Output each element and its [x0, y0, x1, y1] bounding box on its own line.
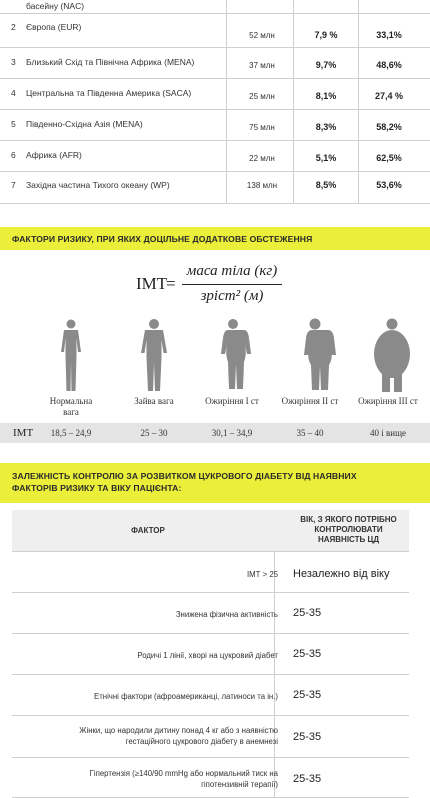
bmi-category-label: Ожиріння ІІ ст [281, 396, 339, 406]
table-header [12, 510, 409, 552]
bmi-range-strip [0, 423, 430, 443]
population-value: 37 млн [249, 61, 275, 70]
row-number: 3 [11, 57, 16, 67]
region-name: басейну (NAC) [26, 1, 85, 11]
formula-denominator: зріст² (м) [200, 288, 264, 304]
body-silhouettes [0, 318, 430, 393]
region-name: Центральна та Південна Америка (SACA) [26, 88, 192, 98]
banner-line: ФАКТОРІВ РИЗИКУ ТА ВІКУ ПАЦІЄНТА: [12, 483, 182, 493]
prevalence-value: 9,7% [315, 60, 337, 70]
population-value: 75 млн [249, 123, 275, 132]
row-number: 6 [11, 150, 16, 160]
header-age [288, 515, 409, 545]
prevalence-value: 5,1% [315, 153, 337, 163]
table-row [12, 716, 409, 758]
diabetes-control-banner [0, 463, 430, 503]
region-name: Європа (EUR) [26, 22, 82, 32]
prevalence-value: 7,9 % [314, 30, 338, 40]
region-prevalence-table [0, 0, 430, 204]
factor-text [12, 609, 278, 620]
bmi-range: 40 і вище [370, 428, 406, 438]
row-number: 7 [11, 180, 16, 190]
region-name: Південно-Східна Азія (MENA) [26, 119, 143, 129]
bmi-range: 35 – 40 [296, 428, 324, 438]
bmi-formula [0, 258, 430, 318]
region-name: Близький Схід та Північна Африка (MENA) [26, 57, 195, 67]
region-name: Західна частина Тихого океану (WP) [26, 180, 170, 190]
formula-numerator: маса тіла (кг) [186, 263, 278, 279]
row-number: 5 [11, 119, 16, 129]
factor-text [12, 725, 278, 747]
table-row [12, 634, 409, 675]
header-factor: ФАКТОР [131, 526, 165, 535]
table-row [12, 593, 409, 634]
age-value: 25-35 [293, 607, 322, 619]
table-row [12, 675, 409, 716]
risk-factors-banner: ФАКТОРИ РИЗИКУ, ПРИ ЯКИХ ДОЦІЛЬНЕ ДОДАТКОВЕ ОБСТЕЖЕННЯ [0, 227, 430, 250]
bmi-category-label: Нормальна вага [49, 396, 93, 417]
table-row [12, 758, 409, 798]
table-row [0, 141, 430, 172]
row-number: 4 [11, 88, 16, 98]
table-row [0, 14, 430, 48]
banner-line: ЗАЛЕЖНІСТЬ КОНТРОЛЮ ЗА РОЗВИТКОМ ЦУКРОВОГО ДІАБЕТУ ВІД НАЯВНИХ [12, 471, 357, 481]
bmi-label: ІМТ [13, 427, 34, 439]
table-row [0, 48, 430, 79]
obesity-1-silhouette-icon [213, 318, 253, 393]
factor-line: Гіпертензія (≥140/90 mmHg або нормальний тиск на [89, 769, 278, 778]
undiagnosed-value: 62,5% [376, 153, 402, 163]
prevalence-value: 8,5% [315, 180, 337, 190]
region-name: Африка (AFR) [26, 150, 82, 160]
bmi-category-label: Ожиріння ІІІ ст [358, 396, 418, 406]
factor-line: Знижена фізична активність [175, 610, 278, 619]
factor-line: гіпотензивній терапії) [201, 780, 278, 789]
bmi-range: 18,5 – 24,9 [50, 428, 92, 438]
bmi-category-label: Зайва вага [134, 396, 174, 406]
undiagnosed-value: 58,2% [376, 122, 402, 132]
prevalence-value: 8,1% [315, 91, 337, 101]
table-row [12, 552, 409, 593]
formula-equals: = [166, 274, 176, 293]
population-value: 22 млн [249, 154, 275, 163]
obesity-3-silhouette-icon [369, 318, 415, 393]
population-value: 25 млн [249, 92, 275, 101]
table-row [0, 110, 430, 141]
factor-text [12, 650, 278, 661]
risk-factor-age-table [12, 510, 409, 798]
undiagnosed-value: 53,6% [376, 180, 402, 190]
fraction-bar [182, 284, 282, 285]
bmi-range: 25 – 30 [140, 428, 168, 438]
table-row [0, 172, 430, 204]
factor-text [12, 691, 278, 702]
age-value: 25-35 [293, 689, 322, 701]
factor-line: Родичі 1 лінії, хворі на цукровий діабет [137, 651, 278, 660]
overweight-silhouette-icon [137, 318, 171, 393]
factor-text [12, 569, 278, 580]
bmi-range: 30,1 – 34,9 [211, 428, 253, 438]
factor-line: гестаційного цукрового діабету в анемнезі [125, 737, 278, 746]
formula-lhs: ІМТ [136, 274, 168, 293]
normal-weight-silhouette-icon [56, 318, 86, 393]
undiagnosed-value: 33,1% [376, 30, 402, 40]
factor-line: ІМТ > 25 [247, 570, 278, 579]
obesity-2-silhouette-icon [293, 318, 337, 393]
undiagnosed-value: 48,6% [376, 60, 402, 70]
prevalence-value: 8,3% [315, 122, 337, 132]
age-value: Незалежно від віку [293, 568, 390, 580]
factor-text [12, 768, 278, 790]
factor-line: Етнічні фактори (афроамериканці, латиноси та ін.) [94, 692, 278, 701]
header-age-line: НАЯВНІСТЬ ЦД [317, 535, 380, 544]
age-value: 25-35 [293, 648, 322, 660]
factor-line: Жінки, що народили дитину понад 4 кг або з наявністю [79, 726, 278, 735]
bmi-category-labels [0, 393, 430, 423]
undiagnosed-value: 27,4 % [374, 91, 404, 101]
row-number: 2 [11, 22, 16, 32]
bmi-category-label: Ожиріння І ст [205, 396, 259, 406]
age-value: 25-35 [293, 773, 322, 785]
header-age-line: КОНТРОЛЮВАТИ [314, 525, 383, 534]
population-value: 138 млн [246, 181, 278, 190]
header-age-line: ВІК, З ЯКОГО ПОТРІБНО [300, 515, 397, 524]
table-row [0, 0, 430, 14]
table-row [0, 79, 430, 110]
population-value: 52 млн [249, 31, 275, 40]
age-value: 25-35 [293, 731, 322, 743]
